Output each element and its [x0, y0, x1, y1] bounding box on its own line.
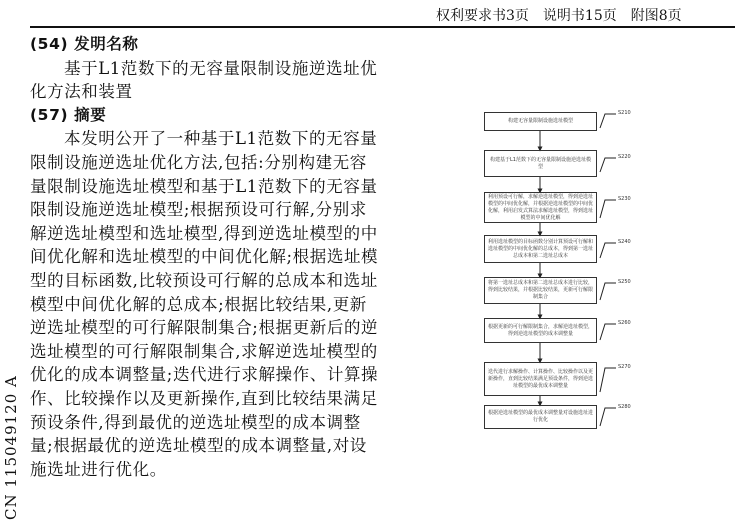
- step-label: S230: [618, 196, 631, 202]
- claims-pages: 权利要求书3页: [436, 8, 529, 24]
- step-leader: [600, 200, 616, 218]
- publication-number: CN 115049120 A: [2, 375, 20, 520]
- abstract-line: 限制设施逆选址优化方法,包括:分别构建无容: [30, 152, 367, 172]
- step-label: S240: [618, 239, 631, 245]
- flow-step-box: 构建无容量限制设施选址模型: [484, 112, 597, 131]
- abstract-line: 作、比较操作以及更新操作,直到比较结果满足: [30, 388, 378, 408]
- abstract-line: 限制设施逆选址模型;根据预设可行解,分别求: [30, 200, 367, 220]
- abstract-line: 量;根据最优的逆选址模型的成本调整量,对设: [30, 436, 367, 456]
- step-leader: [600, 243, 616, 258]
- step-leader: [600, 283, 616, 300]
- flow-step-box: 根据更新的可行解限制集合，求解逆选址模型，得到逆选址模型的成本调整量: [484, 318, 597, 343]
- step-leader: [600, 368, 616, 392]
- title-heading: (54) 发明名称: [30, 35, 139, 53]
- abstract-line: 型的目标函数,比较预设可行解的总成本和选址: [30, 270, 378, 290]
- description-pages: 说明书15页: [542, 8, 617, 24]
- title-line: 基于L1范数下的无容量限制设施逆选址优: [64, 58, 378, 78]
- flow-step-box: 根据逆选址模型的最优成本调整量对设施选址进行优化: [484, 405, 597, 429]
- abstract-line: 本发明公开了一种基于L1范数下的无容量: [64, 129, 378, 149]
- step-leader: [600, 408, 616, 426]
- abstract-heading: (57) 摘要: [30, 105, 107, 124]
- abstract-line: 模型中间优化解的总成本;根据比较结果,更新: [30, 294, 367, 314]
- flow-step-box: 利用预设可行解，求解逆选址模型，得到逆选址模型的中间优化解，并根据逆选址模型的中间优化解，利用启发式算法求解选址模型，得到选址模型的中间优化解: [484, 192, 597, 223]
- abstract-line: 量限制设施选址模型和基于L1范数下的无容量: [30, 176, 378, 196]
- step-leader: [600, 158, 616, 172]
- step-label: S250: [618, 279, 631, 285]
- step-label: S210: [618, 110, 631, 116]
- flow-step-box: 迭代进行求解操作、计算操作、比较操作以及更新操作，直到比较结果满足预设条件，得到逆选址模型的最优成本调整量: [484, 362, 597, 396]
- step-label: S270: [618, 364, 631, 370]
- flow-step-box: 构建基于L1范数下的无容量限制设施逆选址模型: [484, 150, 597, 177]
- abstract-line: 解逆选址模型和选址模型,得到逆选址模型的中: [30, 223, 378, 243]
- abstract-line: 预设条件,得到最优的逆选址模型的成本调整: [30, 412, 361, 432]
- flow-step-box: 将第一选址总成本和第二选址总成本进行比较，得到比较结果，并根据比较结果，更新可行解限制集合: [484, 277, 597, 304]
- step-leader: [600, 114, 616, 128]
- flow-step-box: 利用选址模型的目标函数分别计算预设可行解和选址模型的中间优化解的总成本，得到第一选址总成本和第二选址总成本: [484, 235, 597, 263]
- abstract-line: 选址模型的可行解限制集合,求解逆选址模型的: [30, 341, 378, 361]
- title-line: 化方法和装置: [30, 82, 133, 102]
- drawings-pages: 附图8页: [630, 8, 682, 24]
- step-label: S280: [618, 404, 631, 410]
- abstract-line: 逆选址模型的可行解限制集合;根据更新后的逆: [30, 318, 379, 338]
- abstract-line: 间优化解和选址模型的中间优化解;根据选址模: [30, 247, 379, 267]
- step-label: S260: [618, 320, 631, 326]
- step-leader: [600, 324, 616, 340]
- abstract-line: 优化的成本调整量;迭代进行求解操作、计算操: [30, 365, 379, 385]
- step-label: S220: [618, 154, 631, 160]
- abstract-line: 施选址进行优化。: [30, 459, 167, 479]
